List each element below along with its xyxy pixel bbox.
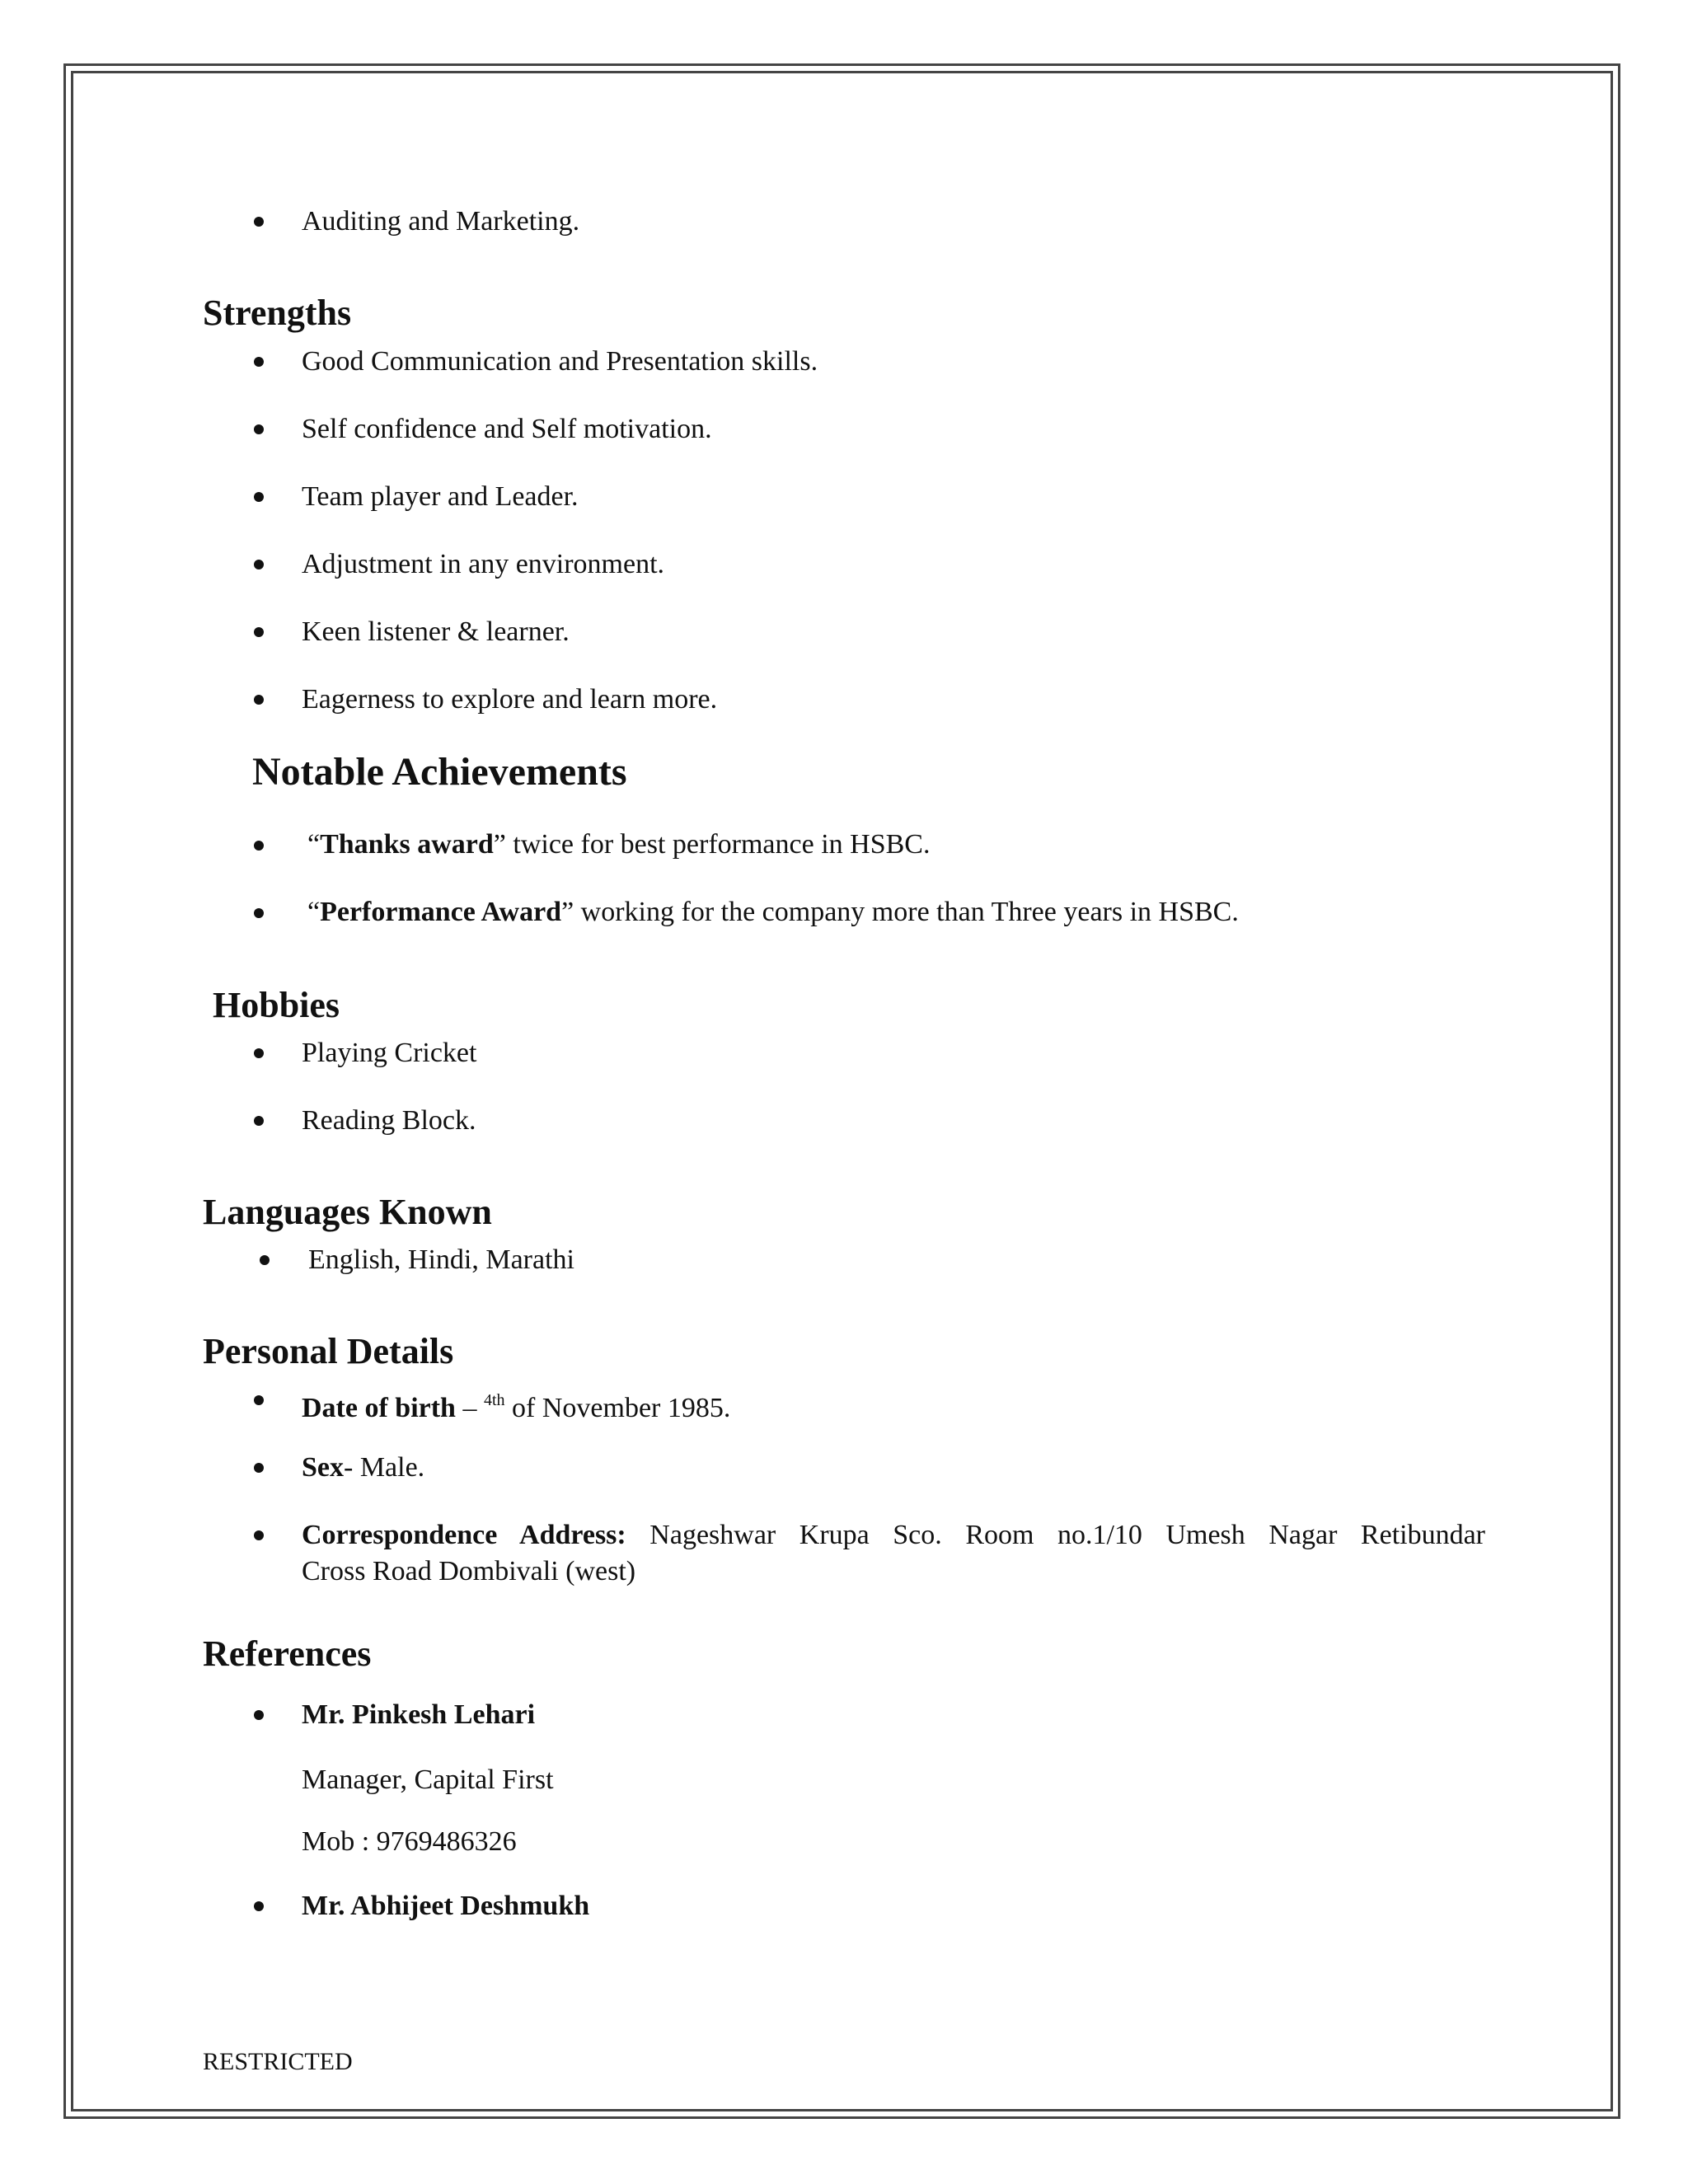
bullet-icon	[254, 841, 264, 851]
reference-name: Mr. Abhijeet Deshmukh	[302, 1891, 590, 1921]
bullet-icon	[254, 1530, 264, 1540]
section-heading-achievements: Notable Achievements	[252, 750, 627, 794]
bullet-icon	[254, 1463, 264, 1473]
list-item-strength: Keen listener & learner.	[302, 616, 570, 647]
section-heading-hobbies: Hobbies	[213, 985, 340, 1025]
bullet-icon	[254, 560, 264, 569]
list-item-strength: Eagerness to explore and learn more.	[302, 684, 718, 715]
bullet-icon	[254, 217, 264, 227]
footer-classification: RESTRICTED	[203, 2048, 353, 2075]
bullet-icon	[254, 492, 264, 502]
bullet-icon	[254, 1048, 264, 1058]
personal-dob: Date of birth – $^{4th}$ of November 1985.	[302, 1391, 731, 1423]
bullet-icon	[254, 1710, 264, 1720]
list-item-strength: Good Communication and Presentation skills.	[302, 346, 818, 377]
bullet-icon	[254, 357, 264, 367]
section-heading-languages: Languages Known	[203, 1192, 492, 1232]
section-heading-strengths: Strengths	[203, 293, 352, 333]
personal-sex: Sex- Male.	[302, 1452, 425, 1483]
bullet-icon	[254, 627, 264, 637]
bullet-icon	[254, 695, 264, 705]
section-heading-references: References	[203, 1633, 372, 1674]
list-item-intro: Auditing and Marketing.	[302, 206, 580, 237]
bullet-icon	[260, 1255, 270, 1265]
personal-address: Correspondence Address: Nageshwar Krupa Sco. Room no.1/10 Umesh Nagar Retibundar Cross Road Dombivali (west)	[302, 1520, 1486, 1586]
list-item-hobby: Reading Block.	[302, 1105, 476, 1136]
section-heading-personal: Personal Details	[203, 1331, 454, 1371]
bullet-icon	[254, 1395, 264, 1405]
bullet-icon	[254, 424, 264, 434]
list-item-strength: Adjustment in any environment.	[302, 549, 665, 579]
list-item-strength: Team player and Leader.	[302, 481, 579, 512]
reference-mobile: Mob : 9769486326	[302, 1826, 517, 1857]
list-item-achievement: “Performance Award” working for the company more than Three years in HSBC.	[307, 897, 1239, 927]
bullet-icon	[254, 1116, 264, 1126]
list-item-strength: Self confidence and Self motivation.	[302, 414, 712, 444]
list-item-hobby: Playing Cricket	[302, 1038, 477, 1068]
bullet-icon	[254, 908, 264, 918]
bullet-icon	[254, 1901, 264, 1911]
reference-name: Mr. Pinkesh Lehari	[302, 1699, 536, 1730]
list-item-achievement: “Thanks award” twice for best performance in HSBC.	[307, 829, 931, 860]
reference-title: Manager, Capital First	[302, 1765, 554, 1795]
list-item-language: English, Hindi, Marathi	[308, 1244, 574, 1275]
